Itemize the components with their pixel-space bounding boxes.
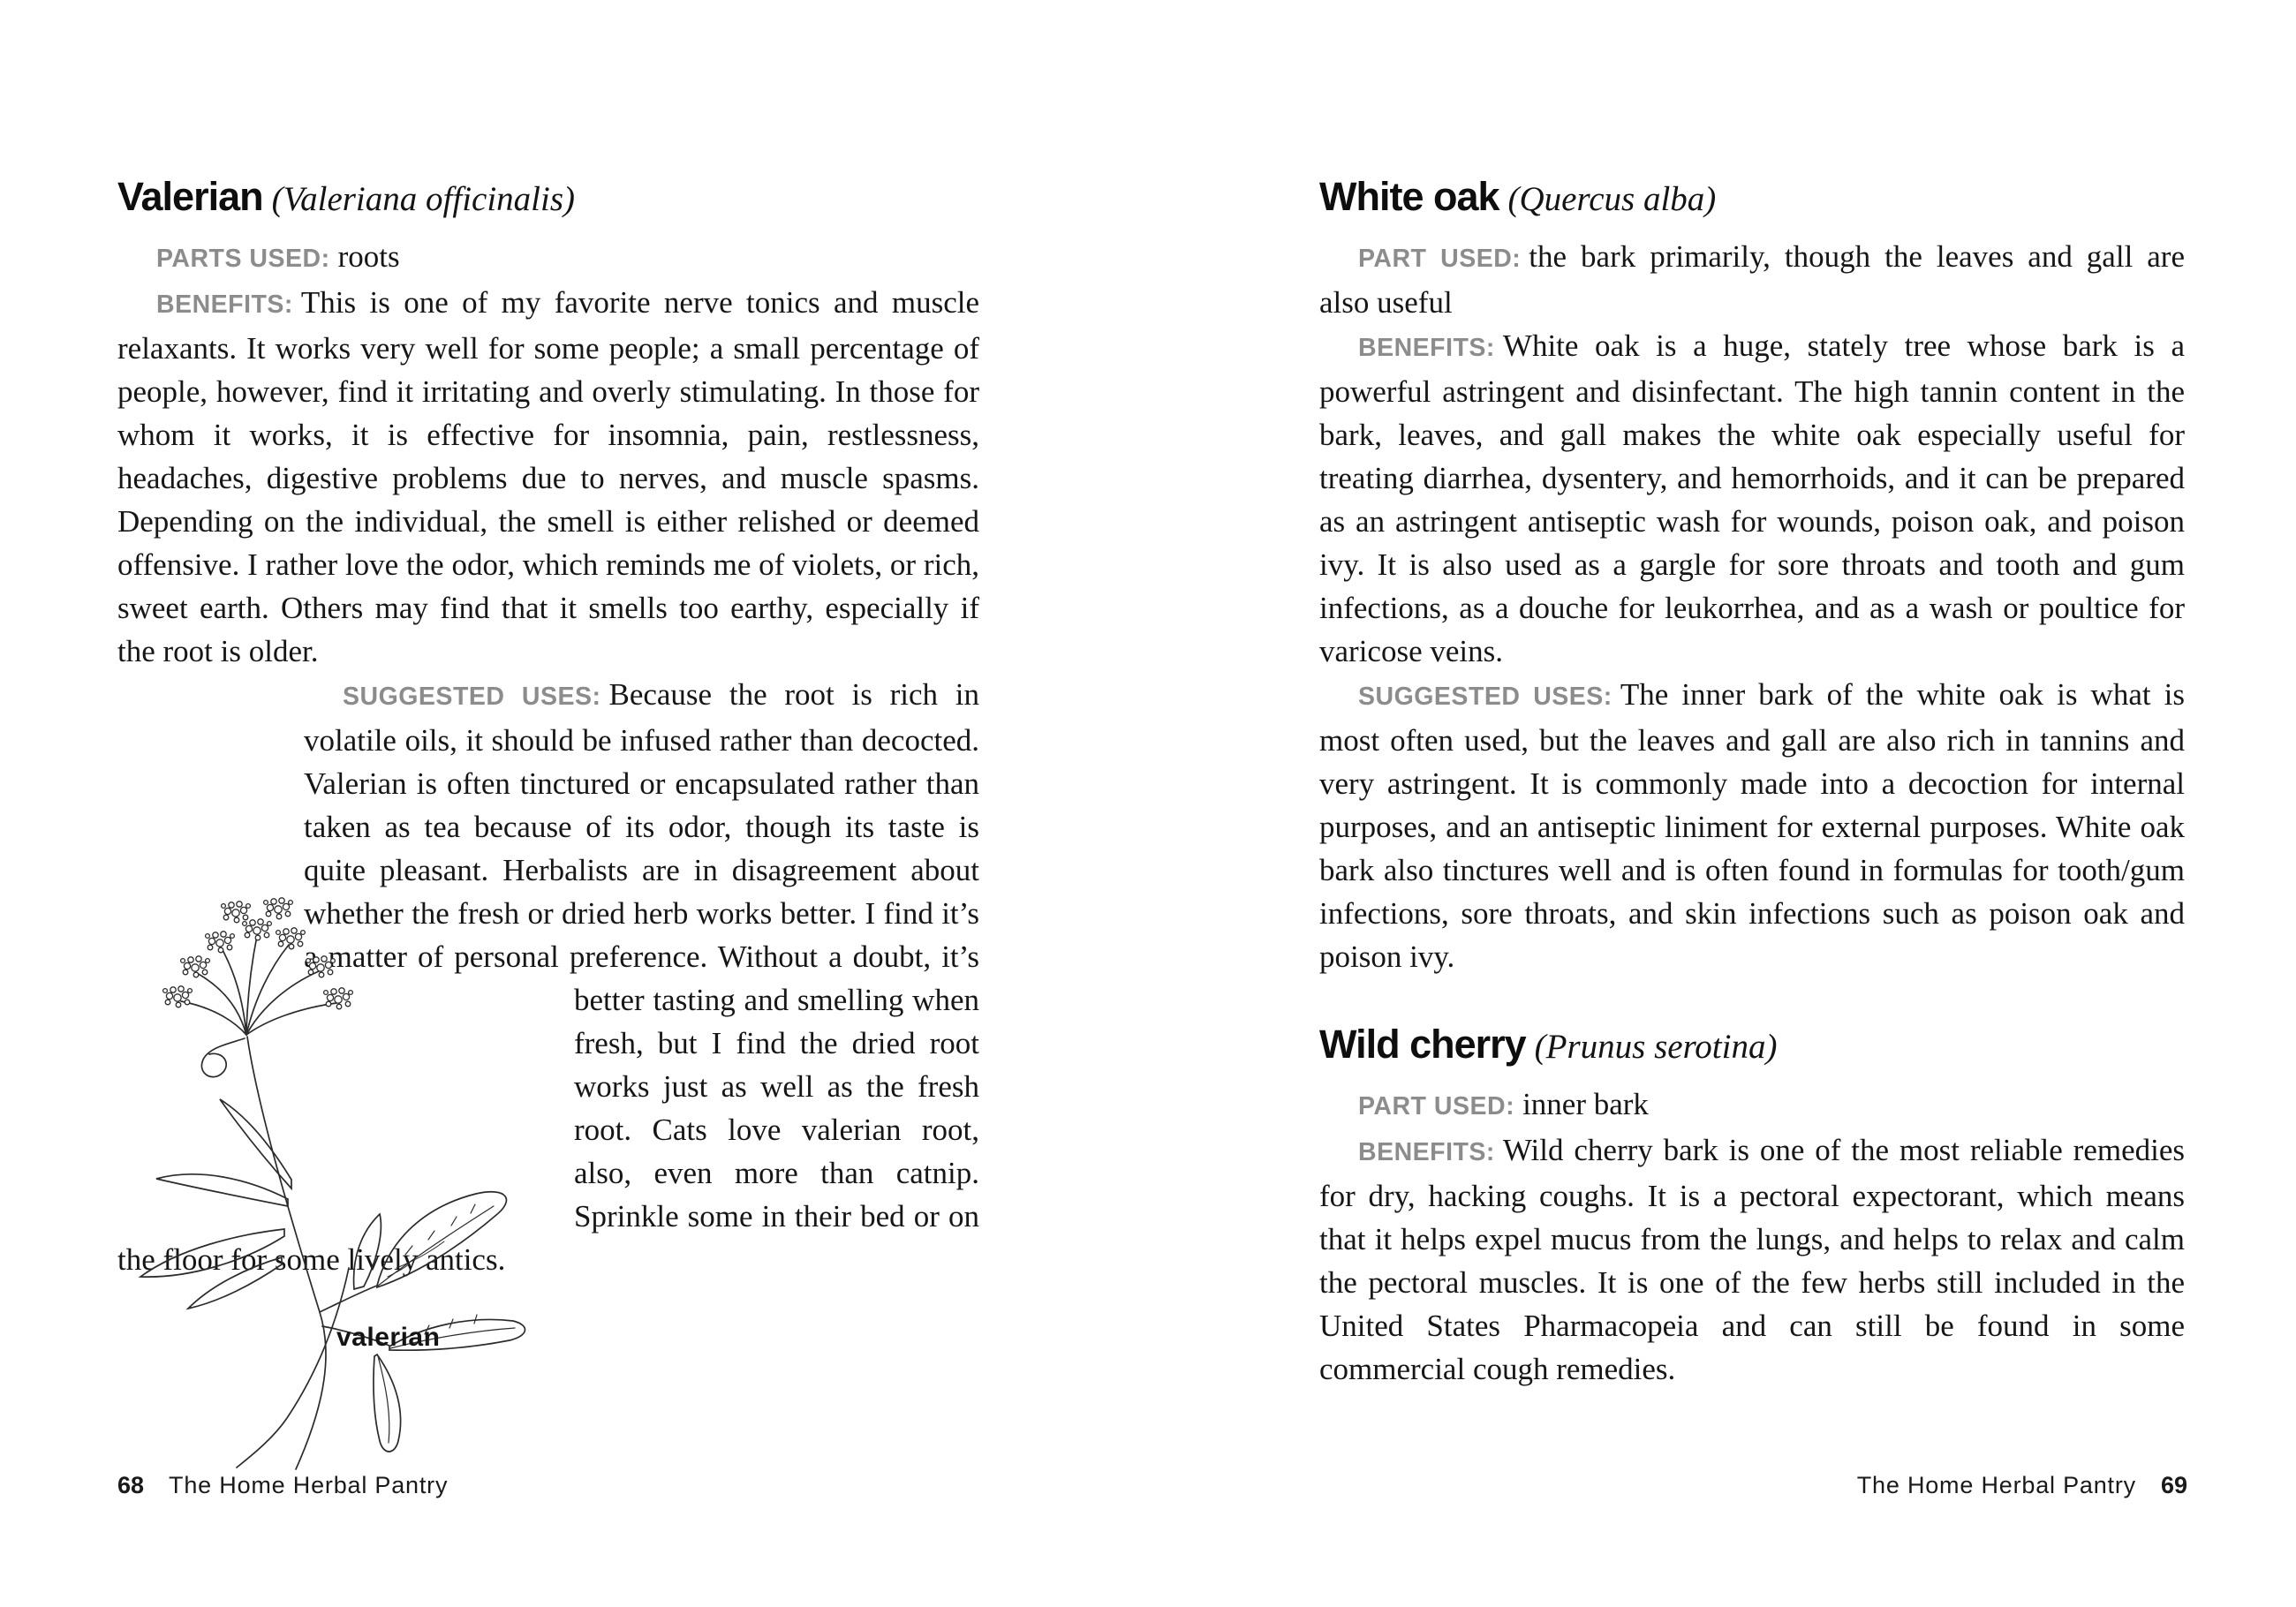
benefits-label: BENEFITS:	[1358, 1138, 1495, 1166]
parts-used-line	[117, 235, 979, 281]
page-left	[117, 174, 979, 1352]
entry-heading-valerian	[117, 175, 979, 222]
benefits-paragraph	[1319, 1128, 2185, 1391]
part-used-line	[1319, 1083, 2185, 1128]
benefits-label: BENEFITS:	[1358, 334, 1495, 362]
suggested-uses-text: Because the root is rich in volatile oils, it should be infused rather than decocted. Valerian is often tinctured or encapsulated rather than taken as tea because of its odor, though its taste is quite pleasant. Herbalists are in disagreement about whether the fresh or dried herb works better. I find it’s a matter of personal preference. Without a doubt, it’s better tasting and smelling when fresh, but I find the dried root works just as well as the fresh root. Cats love valerian root, also, even more than catnip. Sprinkle some in their bed or on the floor for some lively antics.	[117, 677, 979, 1277]
benefits-text: White oak is a huge, stately tree whose bark is a powerful astringent and disinfectant. The high tannin content in the bark, leaves, and gall makes the white oak especially useful for treating diarrhea, dysentery, and hemorrhoids, and it can be prepared as an astringent antiseptic wash for wounds, poison oak, and poison ivy. It is also used as a gargle for sore throats and tooth and gum infections, as a douche for leukorrhea, and as a wash or poultice for varicose veins.	[1319, 328, 2185, 668]
entry-wild-cherry	[1319, 1022, 2185, 1391]
illustration-caption: valerian	[336, 1323, 441, 1352]
benefits-text: Wild cherry bark is one of the most reliable remedies for dry, hacking coughs. It is a pectoral expectorant, which means that it helps expel mucus from the lungs, and helps to relax and calm the pectoral muscles. It is one of the few herbs still included in the United States Pharmacopeia and can still be found in some commercial cough remedies.	[1319, 1133, 2185, 1386]
parts-used-value: roots	[337, 239, 400, 274]
part-used-label: PART USED:	[1358, 1092, 1515, 1120]
suggested-uses-label: SUGGESTED USES:	[343, 683, 601, 711]
part-used-paragraph	[1319, 235, 2185, 324]
herb-common-name: Valerian	[117, 174, 263, 219]
herb-latin-name: (Prunus serotina)	[1534, 1028, 1778, 1066]
footer-left	[117, 1472, 448, 1499]
part-used-value: inner bark	[1522, 1087, 1649, 1121]
benefits-label: BENEFITS:	[156, 290, 293, 319]
herb-common-name: White oak	[1319, 174, 1499, 219]
herb-latin-name: (Valeriana officinalis)	[271, 180, 576, 218]
benefits-paragraph	[117, 281, 979, 673]
footer-right	[1857, 1472, 2187, 1499]
page-right	[1319, 175, 2185, 1391]
suggested-uses-paragraph	[1319, 673, 2185, 978]
parts-used-label: PARTS USED:	[156, 245, 330, 273]
page-number: 68	[117, 1472, 145, 1498]
suggested-uses-label: SUGGESTED USES:	[1358, 683, 1612, 711]
entry-heading-wild-cherry	[1319, 1022, 2185, 1069]
entry-white-oak	[1319, 175, 2185, 978]
herb-latin-name: (Quercus alba)	[1507, 180, 1717, 218]
valerian-illustration	[114, 886, 543, 1475]
part-used-value: the bark primarily, though the leaves and gall are also useful	[1319, 239, 2185, 320]
suggested-uses-text: The inner bark of the white oak is what is most often used, but the leaves and gall are also rich in tannins and very astringent. It is commonly made into a decoction for internal purposes, and an antiseptic liniment for external purposes. White oak bark also tinctures well and is often found in formulas for tooth/gum infections, sore throats, and skin infections such as poison oak and poison ivy.	[1319, 677, 2186, 974]
part-used-label: PART USED:	[1358, 245, 1522, 273]
page-number: 69	[2160, 1472, 2187, 1498]
entry-heading-white-oak	[1319, 175, 2185, 222]
benefits-text: This is one of my favorite nerve tonics and muscle relaxants. It works very well for some people; a small percentage of people, however, find it irritating and overly stimulating. In those for whom it works, it is effective for insomnia, pain, restlessness, headaches, digestive problems due to nerves, and muscle spasms. Depending on the individual, the smell is either relished or deemed offensive. I rather love the odor, which reminds me of violets, or rich, sweet earth. Others may find that it smells too earthy, especially if the root is older.	[117, 285, 979, 668]
running-book-title: The Home Herbal Pantry	[169, 1472, 449, 1498]
herb-common-name: Wild cherry	[1319, 1022, 1526, 1067]
benefits-paragraph	[1319, 324, 2185, 673]
running-book-title: The Home Herbal Pantry	[1856, 1472, 2136, 1498]
